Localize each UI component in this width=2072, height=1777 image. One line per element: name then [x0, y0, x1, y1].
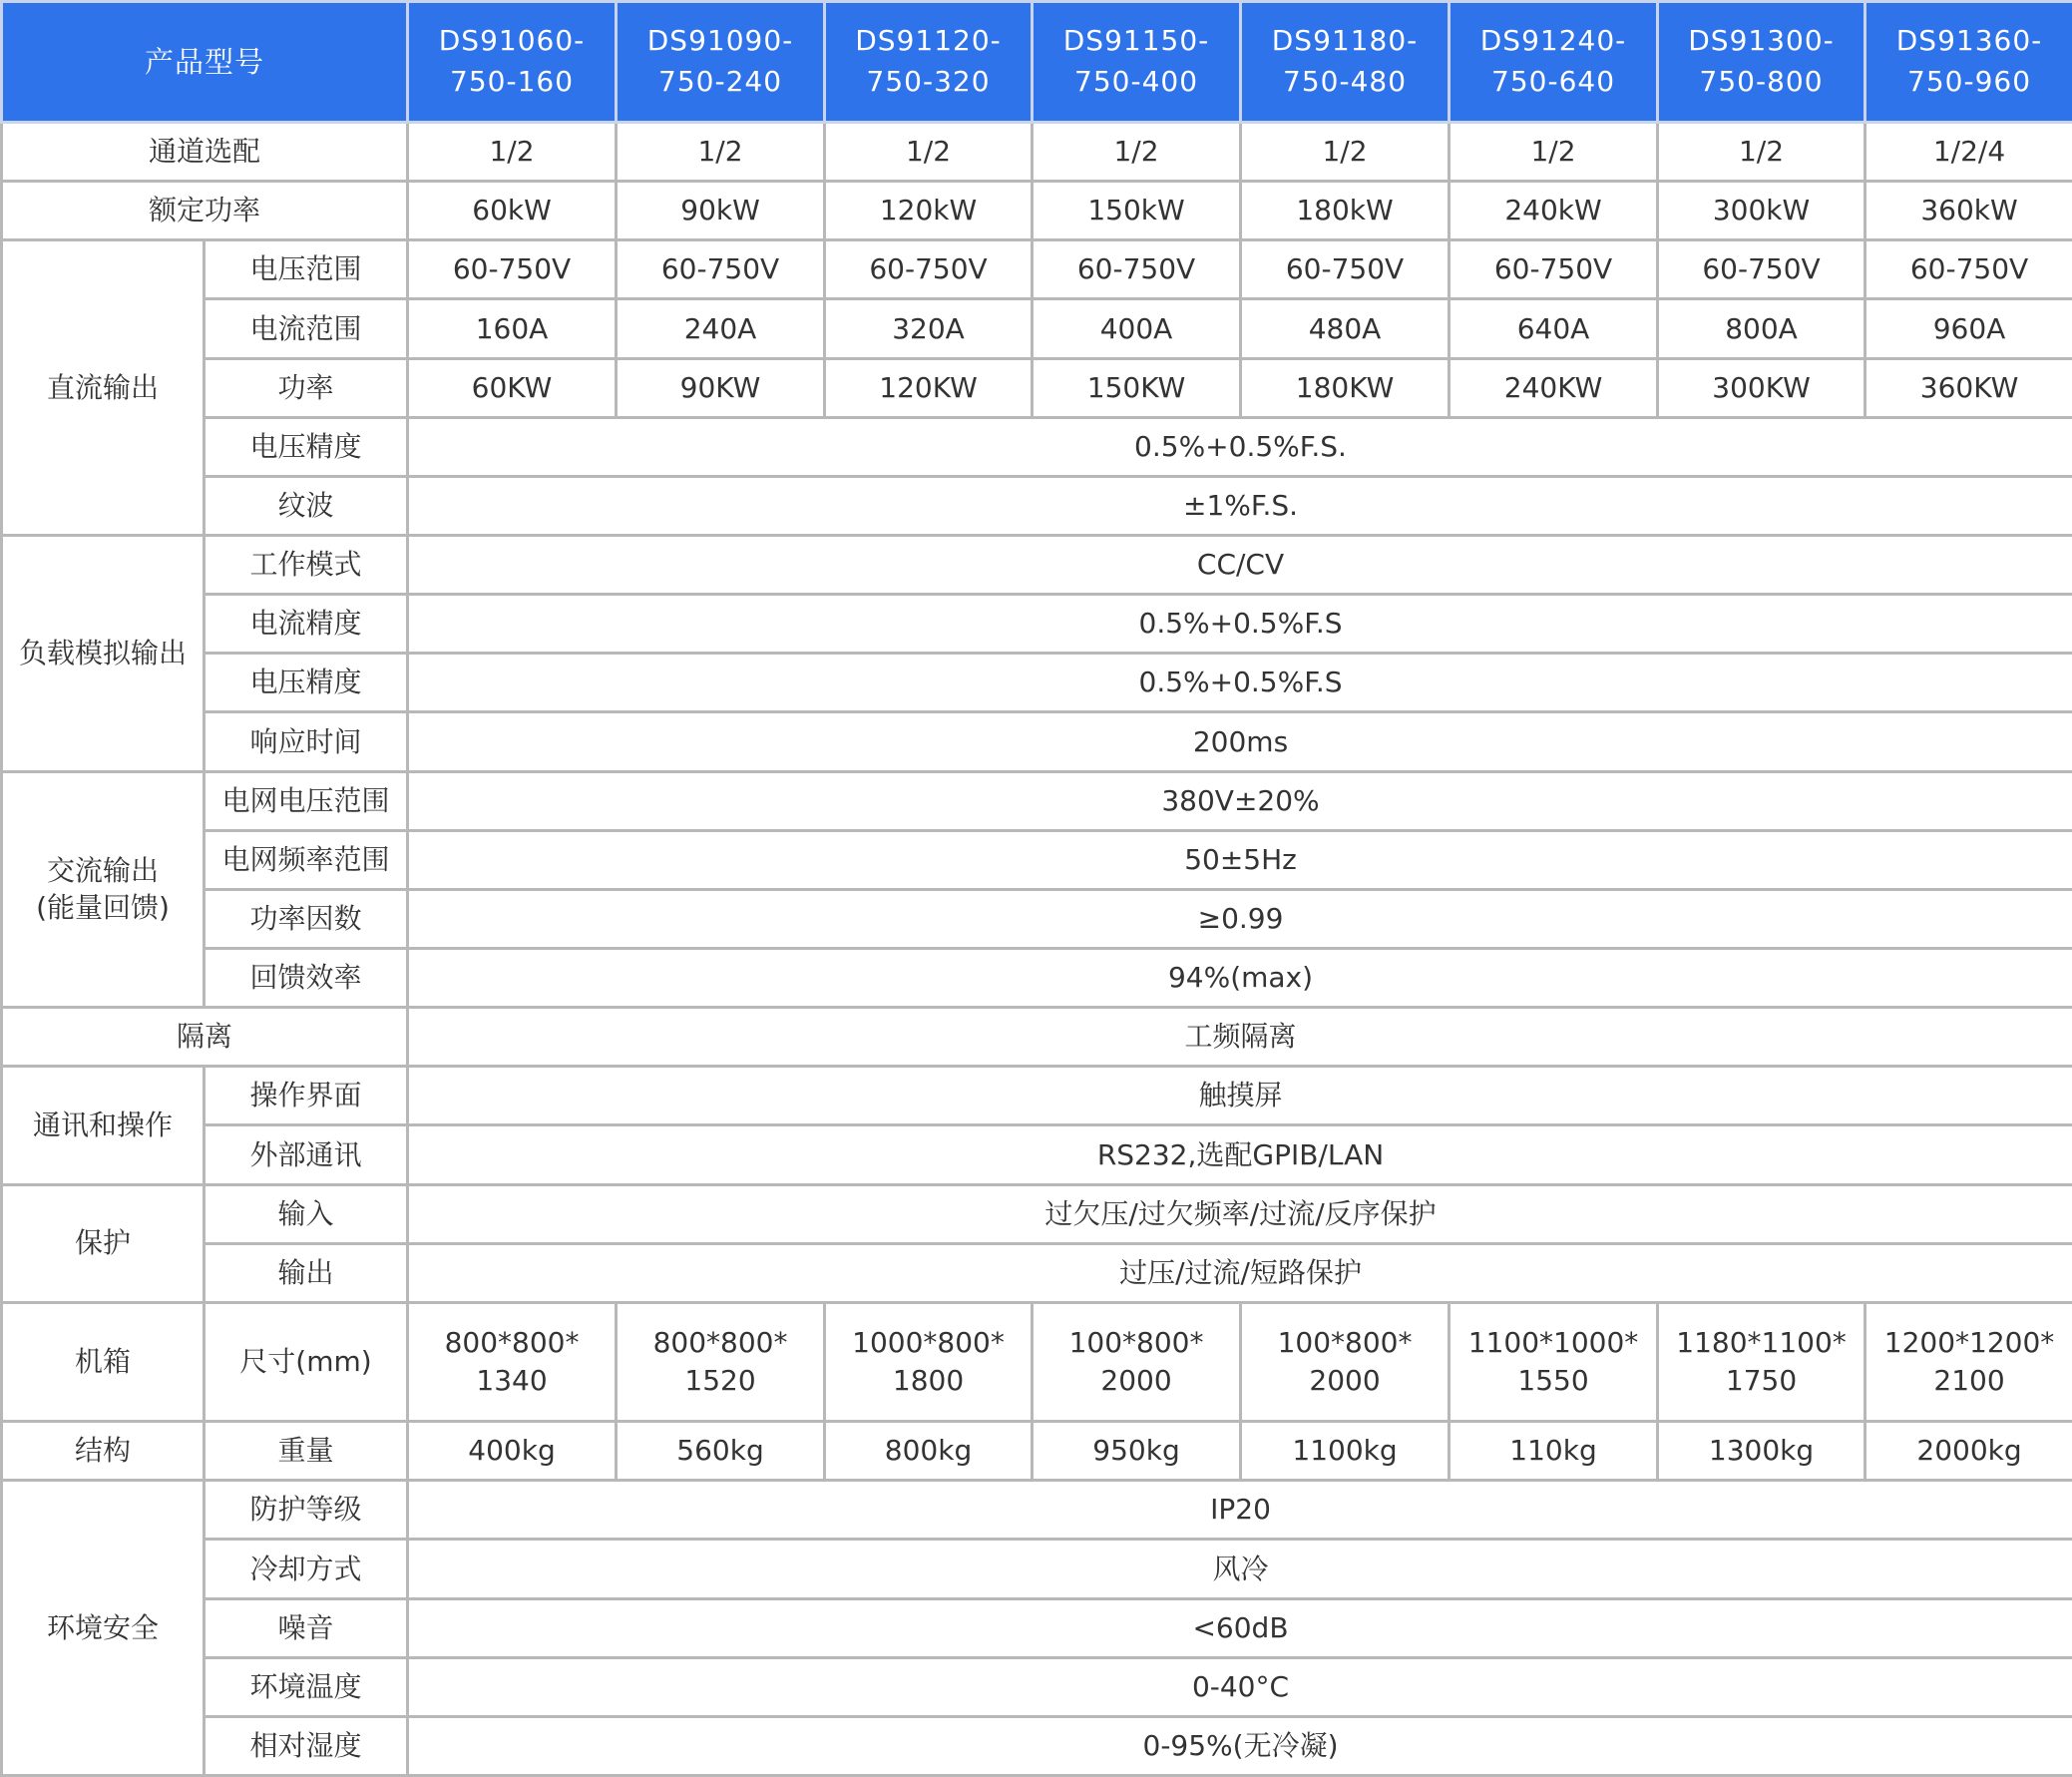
cell-grid-frequency: 50±5Hz	[408, 830, 2072, 889]
cell-power: 120KW	[825, 358, 1033, 417]
cell-load-voltage-accuracy: 0.5%+0.5%F.S	[408, 654, 2072, 712]
row-env-ip	[2, 1481, 2072, 1540]
cell-channel: 1/2/4	[1865, 123, 2072, 182]
group-ac-output	[2, 771, 205, 1008]
cell-voltage-range: 60-750V	[1033, 240, 1241, 299]
cell-power: 240KW	[1450, 358, 1658, 417]
cell-size: 100*800* 2000	[1241, 1302, 1450, 1421]
cell-weight: 2000kg	[1865, 1422, 2072, 1481]
cell-channel: 1/2	[617, 123, 825, 182]
label-protection-level: 防护等级	[205, 1481, 408, 1540]
cell-current-range: 800A	[1658, 299, 1865, 358]
row-load-voltage-accuracy	[2, 654, 2072, 712]
cell-rated-power: 180kW	[1241, 182, 1450, 240]
cell-humidity: 0-95%(无冷凝)	[408, 1716, 2072, 1775]
header-model: DS91300- 750-800	[1658, 2, 1865, 123]
header-model: DS91180- 750-480	[1241, 2, 1450, 123]
cell-rated-power: 360kW	[1865, 182, 2072, 240]
row-protection-output	[2, 1243, 2072, 1302]
group-ac-output-line2: (能量回馈)	[36, 891, 170, 925]
label-external-comm: 外部通讯	[205, 1125, 408, 1184]
cell-power: 60KW	[408, 358, 617, 417]
label-grid-frequency: 电网频率范围	[205, 830, 408, 889]
header-product-model: 产品型号	[2, 2, 408, 123]
cell-voltage-range: 60-750V	[617, 240, 825, 299]
cell-voltage-range: 60-750V	[1241, 240, 1450, 299]
cell-weight: 800kg	[825, 1422, 1033, 1481]
row-rated-power	[2, 182, 2072, 240]
group-chassis: 机箱	[2, 1302, 205, 1421]
label-noise: 噪音	[205, 1598, 408, 1657]
cell-grid-voltage: 380V±20%	[408, 771, 2072, 830]
row-load-response	[2, 712, 2072, 771]
cell-power-factor: ≥0.99	[408, 889, 2072, 948]
row-comm-interface	[2, 1067, 2072, 1125]
cell-voltage-range: 60-750V	[408, 240, 617, 299]
header-model: DS91060- 750-160	[408, 2, 617, 123]
row-env-temperature	[2, 1657, 2072, 1716]
cell-work-mode: CC/CV	[408, 535, 2072, 594]
group-environment: 环境安全	[2, 1481, 205, 1776]
cell-current-range: 320A	[825, 299, 1033, 358]
group-protection: 保护	[2, 1184, 205, 1302]
cell-current-range: 160A	[408, 299, 617, 358]
row-dc-ripple	[2, 476, 2072, 535]
cell-weight: 110kg	[1450, 1422, 1658, 1481]
cell-size: 100*800* 2000	[1033, 1302, 1241, 1421]
group-load-sim: 负载模拟输出	[2, 535, 205, 771]
row-env-noise	[2, 1598, 2072, 1657]
row-env-cooling	[2, 1540, 2072, 1598]
label-protection-input: 输入	[205, 1184, 408, 1243]
row-structure-weight	[2, 1422, 2072, 1481]
cell-rated-power: 120kW	[825, 182, 1033, 240]
row-channel	[2, 123, 2072, 182]
cell-protection-input: 过欠压/过欠频率/过流/反序保护	[408, 1184, 2072, 1243]
cell-size: 800*800* 1340	[408, 1302, 617, 1421]
cell-voltage-range: 60-750V	[1865, 240, 2072, 299]
label-humidity: 相对湿度	[205, 1716, 408, 1775]
cell-power: 150KW	[1033, 358, 1241, 417]
cell-current-accuracy: 0.5%+0.5%F.S	[408, 595, 2072, 654]
cell-channel: 1/2	[825, 123, 1033, 182]
header-model: DS91090- 750-240	[617, 2, 825, 123]
label-voltage-range: 电压范围	[205, 240, 408, 299]
cell-channel: 1/2	[1241, 123, 1450, 182]
cell-voltage-accuracy: 0.5%+0.5%F.S.	[408, 417, 2072, 476]
cell-rated-power: 150kW	[1033, 182, 1241, 240]
cell-voltage-range: 60-750V	[825, 240, 1033, 299]
header-model: DS91360- 750-960	[1865, 2, 2072, 123]
cell-channel: 1/2	[1033, 123, 1241, 182]
row-dc-voltage-range	[2, 240, 2072, 299]
label-weight: 重量	[205, 1422, 408, 1481]
cell-current-range: 640A	[1450, 299, 1658, 358]
cell-voltage-range: 60-750V	[1658, 240, 1865, 299]
label-channel: 通道选配	[2, 123, 408, 182]
cell-weight: 560kg	[617, 1422, 825, 1481]
row-ac-grid-frequency	[2, 830, 2072, 889]
cell-weight: 400kg	[408, 1422, 617, 1481]
cell-power: 360KW	[1865, 358, 2072, 417]
header-model: DS91240- 750-640	[1450, 2, 1658, 123]
cell-isolation: 工频隔离	[408, 1008, 2072, 1067]
group-structure: 结构	[2, 1422, 205, 1481]
label-interface: 操作界面	[205, 1067, 408, 1125]
cell-protection-level: IP20	[408, 1481, 2072, 1540]
cell-size: 1180*1100* 1750	[1658, 1302, 1865, 1421]
cell-size: 1000*800* 1800	[825, 1302, 1033, 1421]
cell-efficiency: 94%(max)	[408, 948, 2072, 1007]
cell-current-range: 960A	[1865, 299, 2072, 358]
label-cooling: 冷却方式	[205, 1540, 408, 1598]
label-power-factor: 功率因数	[205, 889, 408, 948]
header-model: DS91120- 750-320	[825, 2, 1033, 123]
row-dc-current-range	[2, 299, 2072, 358]
row-dc-power	[2, 358, 2072, 417]
cell-weight: 1300kg	[1658, 1422, 1865, 1481]
cell-interface: 触摸屏	[408, 1067, 2072, 1125]
label-work-mode: 工作模式	[205, 535, 408, 594]
cell-external-comm: RS232,选配GPIB/LAN	[408, 1125, 2072, 1184]
cell-channel: 1/2	[1450, 123, 1658, 182]
row-chassis-size	[2, 1302, 2072, 1421]
cell-current-range: 240A	[617, 299, 825, 358]
cell-channel: 1/2	[408, 123, 617, 182]
cell-power: 90KW	[617, 358, 825, 417]
label-power: 功率	[205, 358, 408, 417]
cell-power: 180KW	[1241, 358, 1450, 417]
cell-rated-power: 60kW	[408, 182, 617, 240]
cell-channel: 1/2	[1658, 123, 1865, 182]
group-dc-output: 直流输出	[2, 240, 205, 536]
label-rated-power: 额定功率	[2, 182, 408, 240]
cell-rated-power: 300kW	[1658, 182, 1865, 240]
header-model: DS91150- 750-400	[1033, 2, 1241, 123]
row-isolation	[2, 1008, 2072, 1067]
row-ac-power-factor	[2, 889, 2072, 948]
label-isolation: 隔离	[2, 1008, 408, 1067]
cell-temperature: 0-40°C	[408, 1657, 2072, 1716]
label-protection-output: 输出	[205, 1243, 408, 1302]
label-load-voltage-accuracy: 电压精度	[205, 654, 408, 712]
label-grid-voltage: 电网电压范围	[205, 771, 408, 830]
cell-weight: 1100kg	[1241, 1422, 1450, 1481]
row-ac-efficiency	[2, 948, 2072, 1007]
group-ac-output-line1: 交流输出	[46, 853, 159, 887]
cell-power: 300KW	[1658, 358, 1865, 417]
row-env-humidity	[2, 1716, 2072, 1775]
cell-weight: 950kg	[1033, 1422, 1241, 1481]
label-temperature: 环境温度	[205, 1657, 408, 1716]
group-comm: 通讯和操作	[2, 1067, 205, 1184]
row-protection-input	[2, 1184, 2072, 1243]
cell-response-time: 200ms	[408, 712, 2072, 771]
row-load-current-accuracy	[2, 595, 2072, 654]
cell-rated-power: 90kW	[617, 182, 825, 240]
label-current-range: 电流范围	[205, 299, 408, 358]
row-ac-grid-voltage	[2, 771, 2072, 830]
cell-ripple: ±1%F.S.	[408, 476, 2072, 535]
row-comm-external	[2, 1125, 2072, 1184]
label-current-accuracy: 电流精度	[205, 595, 408, 654]
cell-cooling: 风冷	[408, 1540, 2072, 1598]
cell-rated-power: 240kW	[1450, 182, 1658, 240]
cell-size: 1100*1000* 1550	[1450, 1302, 1658, 1421]
label-efficiency: 回馈效率	[205, 948, 408, 1007]
cell-size: 1200*1200* 2100	[1865, 1302, 2072, 1421]
label-ripple: 纹波	[205, 476, 408, 535]
row-load-mode	[2, 535, 2072, 594]
label-response-time: 响应时间	[205, 712, 408, 771]
row-dc-voltage-accuracy	[2, 417, 2072, 476]
header-row	[2, 2, 2072, 123]
label-voltage-accuracy: 电压精度	[205, 417, 408, 476]
cell-current-range: 480A	[1241, 299, 1450, 358]
cell-noise: <60dB	[408, 1598, 2072, 1657]
cell-voltage-range: 60-750V	[1450, 240, 1658, 299]
label-size: 尺寸(mm)	[205, 1302, 408, 1421]
cell-protection-output: 过压/过流/短路保护	[408, 1243, 2072, 1302]
cell-current-range: 400A	[1033, 299, 1241, 358]
cell-size: 800*800* 1520	[617, 1302, 825, 1421]
